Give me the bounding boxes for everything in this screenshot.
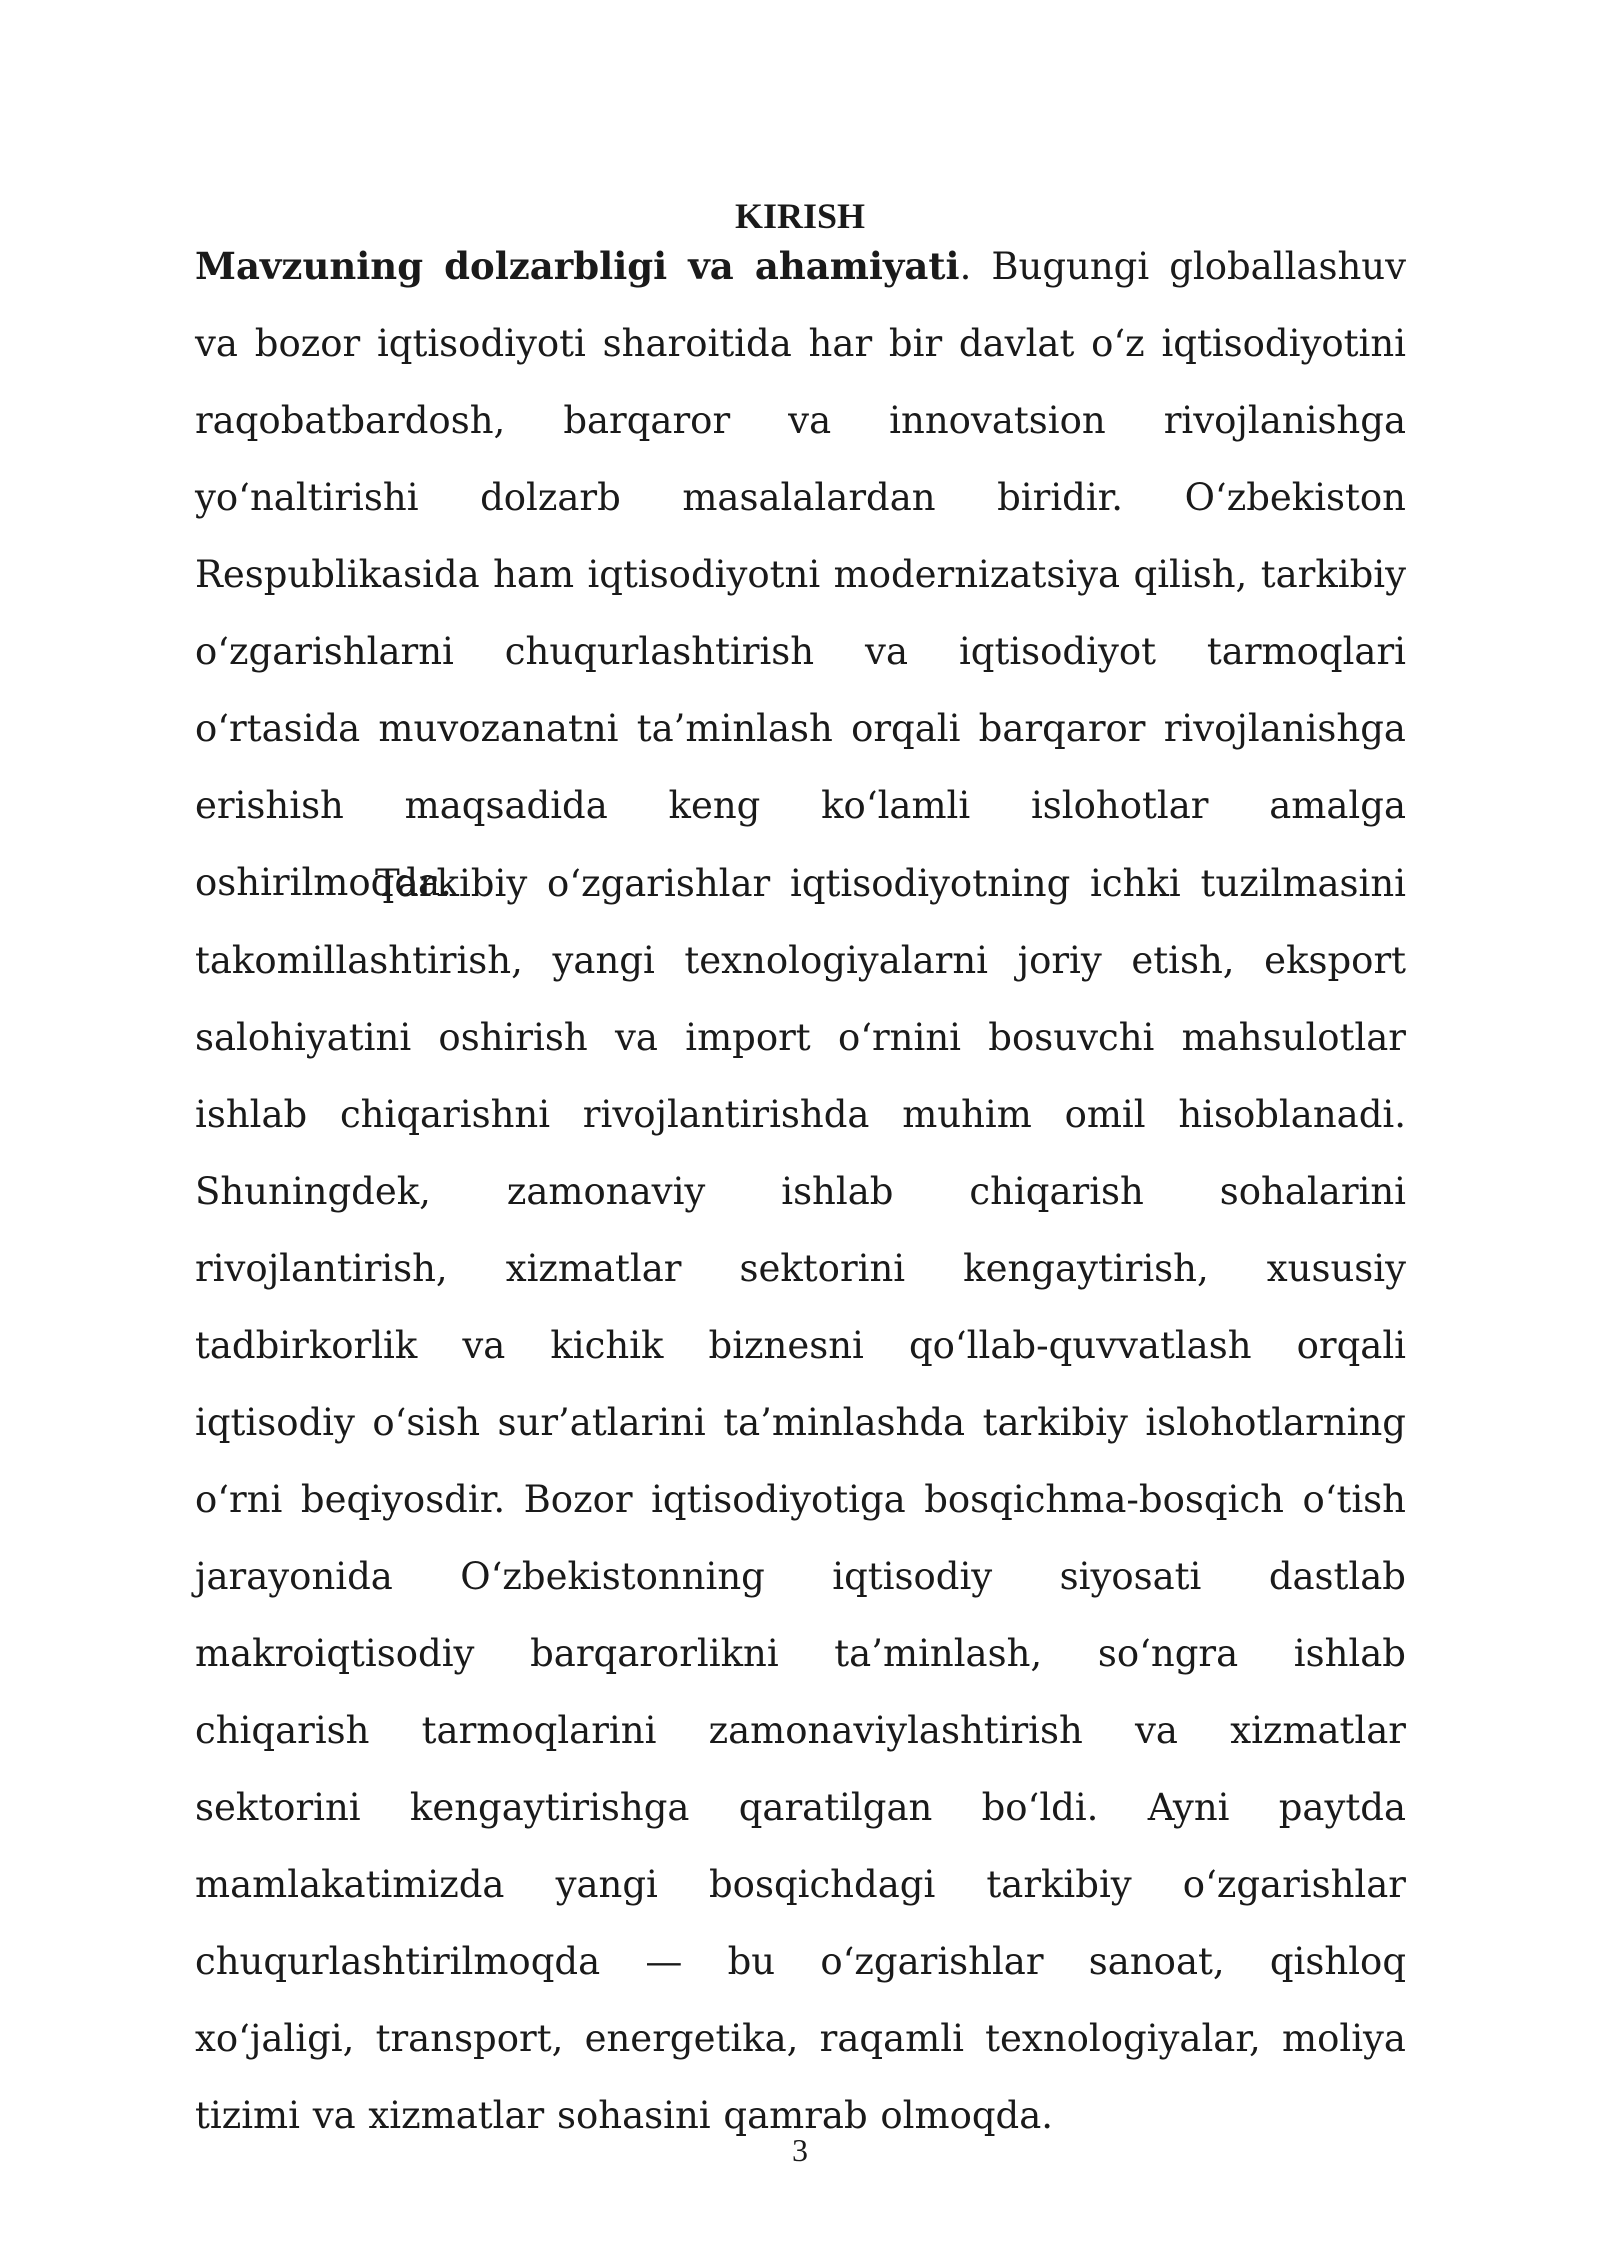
section-title: KIRISH bbox=[734, 196, 866, 236]
paragraph-1 bbox=[195, 228, 1406, 921]
paragraph-lead-heading: Mavzuning dolzarbligi va ahamiyati bbox=[195, 244, 960, 288]
paragraph-2-text: Tarkibiy o‘zgarishlar iqtisodiyotning ichki tuzilmasini takomillashtirish, yangi texnologiyalarni joriy etish, eksport salohiyatini oshirish va import o‘rnini bosuvchi mahsulotlar ishlab chiqarishni rivojlantirishda muhim omil hisoblanadi. Shuningdek, zamonaviy ishlab chiqarish sohalarini rivojlantirish, xizmatlar sektorini kengaytirish, xususiy tadbirkorlik va kichik biznesni qo‘llab-quvvatlash orqali iqtisodiy o‘sish sur’atlarini ta’minlashda tarkibiy islohotlarning o‘rni beqiyosdir. Bozor iqtisodiyotiga bosqichma-bosqich o‘tish jarayonida O‘zbekistonning iqtisodiy siyosati dastlab makroiqtisodiy barqarorlikni ta’minlash, so‘ngra ishlab chiqarish tarmoqlarini zamonaviylashtirish va xizmatlar sektorini kengaytirishga qaratilgan bo‘ldi. Ayni paytda mamlakatimizda yangi bosqichdagi tarkibiy o‘zgarishlar chuqurlashtirilmoqda — bu o‘zgarishlar sanoat, qishloq xo‘jaligi, transport, energetika, raqamli texnologiyalar, moliya tizimi va xizmatlar sohasini qamrab olmoqda. bbox=[195, 862, 1406, 2137]
paragraph-2 bbox=[195, 845, 1406, 2154]
paragraph-1-text: . Bugungi globallashuv va bozor iqtisodiyoti sharoitida har bir davlat o‘z iqtisodiyotini raqobatbardosh, barqaror va innovatsion rivojlanishga yo‘naltirishi dolzarb masalalardan biridir. O‘zbekiston Respublikasida ham iqtisodiyotni modernizatsiya qilish, tarkibiy o‘zgarishlarni chuqurlashtirish va iqtisodiyot tarmoqlari o‘rtasida muvozanatni ta’minlash orqali barqaror rivojlanishga erishish maqsadida keng ko‘lamli islohotlar amalga oshirilmoqda. bbox=[195, 245, 1407, 904]
page-number: 3 bbox=[792, 2132, 808, 2168]
